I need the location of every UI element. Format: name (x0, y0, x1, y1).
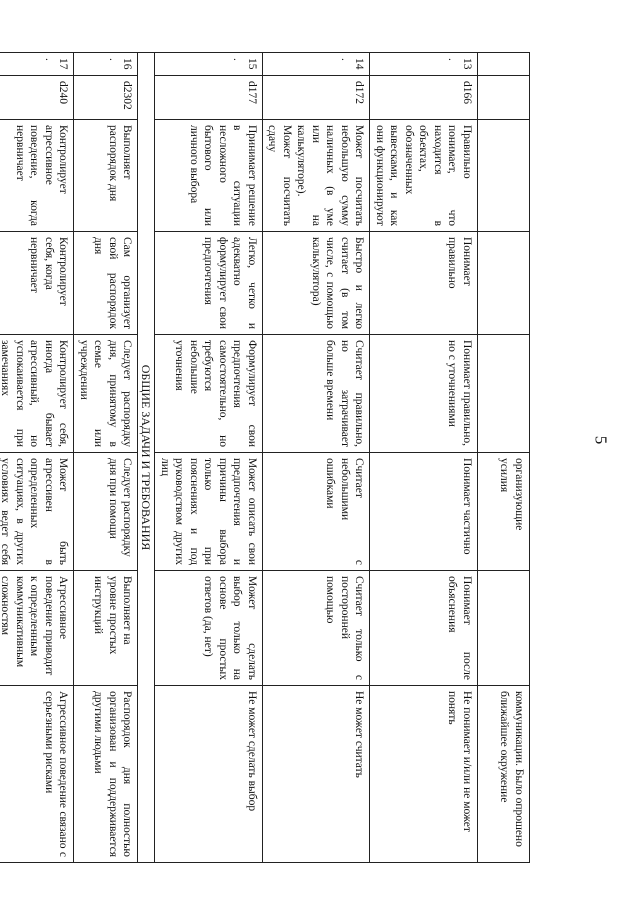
level-5-cell: Не понимает и/или не может понять (370, 686, 478, 863)
page-number: 5 (591, 435, 611, 445)
assessment-table-sheet (0, 52, 530, 862)
level-4-cell: Может сделать выбор только на основе простых ответов (да, нет) (155, 571, 263, 686)
level-3-cell: Может описать свои предпочтения и причины выбора только при пояснениях и под руководством других лиц (155, 453, 263, 571)
row-description: Может посчитать небольшую сумму наличных (в уме или на калькуляторе). Может посчитать сдачу (263, 120, 371, 232)
level-1-cell: Понимает правильно (370, 232, 478, 335)
section-title: ОБЩИЕ ЗАДАЧИ И ТРЕБОВАНИЯ (138, 53, 155, 863)
table-cell: коммуникации. Было опрошено ближайшее окружение (478, 686, 530, 863)
level-2-cell: Формулирует свои предпочтения самостоятельно, но требуются небольшие уточнения (155, 335, 263, 453)
row-description: Принимает решение в ситуации несложного бытового или личного выбора (155, 120, 263, 232)
table-row (370, 53, 478, 863)
level-3-cell: Следует распорядку дня при помощи (74, 453, 138, 571)
table-row (0, 53, 74, 863)
row-code: d166 (370, 76, 478, 120)
level-3-cell: Может быть агрессивен в определенных ситуациях, в других условиях ведет себя (0, 453, 74, 571)
table-cell (478, 232, 530, 335)
row-number: 17. (0, 53, 74, 76)
level-1-cell: Контролирует себя, когда нервничает (0, 232, 74, 335)
level-2-cell: Считает правильно, но затрачивает больше времени (263, 335, 371, 453)
level-5-cell: Не может сделать выбор (155, 686, 263, 863)
assessment-table (0, 52, 530, 863)
table-cell (478, 76, 530, 120)
row-description: Контролирует агрессивное поведение, когда нервничает (0, 120, 74, 232)
row-code: d2302 (74, 76, 138, 120)
level-4-cell: Агрессивное поведение приводит к определенным коммуникативным сложностям (0, 571, 74, 686)
table-row (263, 53, 371, 863)
table-cell (478, 53, 530, 76)
level-5-cell: Распорядок дня полностью организован и поддерживается другими людьми (74, 686, 138, 863)
row-number: 15. (155, 53, 263, 76)
row-code: d240 (0, 76, 74, 120)
table-cell (478, 335, 530, 453)
table-cell: организующие усилия (478, 453, 530, 571)
level-3-cell: Считает с небольшими ошибками (263, 453, 371, 571)
level-4-cell: Понимает после объяснения (370, 571, 478, 686)
level-1-cell: Легко, четко и адекватно формулирует свои предпочтения (155, 232, 263, 335)
level-2-cell: Контролирует себя, иногда бывает агрессивный, но успокаивается при замечаниях (0, 335, 74, 453)
row-number: 13. (370, 53, 478, 76)
level-5-cell: Не может считать (263, 686, 371, 863)
row-description: Правильно понимает, что находится в объектах, обозначенных вывесками, и как они функционируют (370, 120, 478, 232)
row-description: Выполняет распорядок дня (74, 120, 138, 232)
row-number: 14. (263, 53, 371, 76)
row-code: d172 (263, 76, 371, 120)
level-2-cell: Следует распорядку дня, принятому в семье или учреждении (74, 335, 138, 453)
section-row (138, 53, 155, 863)
level-1-cell: Быстро и легко считает (в том числе, с помощью калькулятора) (263, 232, 371, 335)
table-row (155, 53, 263, 863)
level-3-cell: Понимает частично (370, 453, 478, 571)
level-4-cell: Выполняет на уровне простых инструкций (74, 571, 138, 686)
level-2-cell: Понимает правильно, но с уточнениями (370, 335, 478, 453)
level-4-cell: Считает только с посторонней помощью (263, 571, 371, 686)
level-5-cell: Агрессивное поведение связано с серьезными рисками (0, 686, 74, 863)
table-cell (478, 120, 530, 232)
table-row (74, 53, 138, 863)
table-row-continued (478, 53, 530, 863)
row-code: d177 (155, 76, 263, 120)
level-1-cell: Сам организует свой распорядок дня (74, 232, 138, 335)
row-number: 16. (74, 53, 138, 76)
table-cell (478, 571, 530, 686)
